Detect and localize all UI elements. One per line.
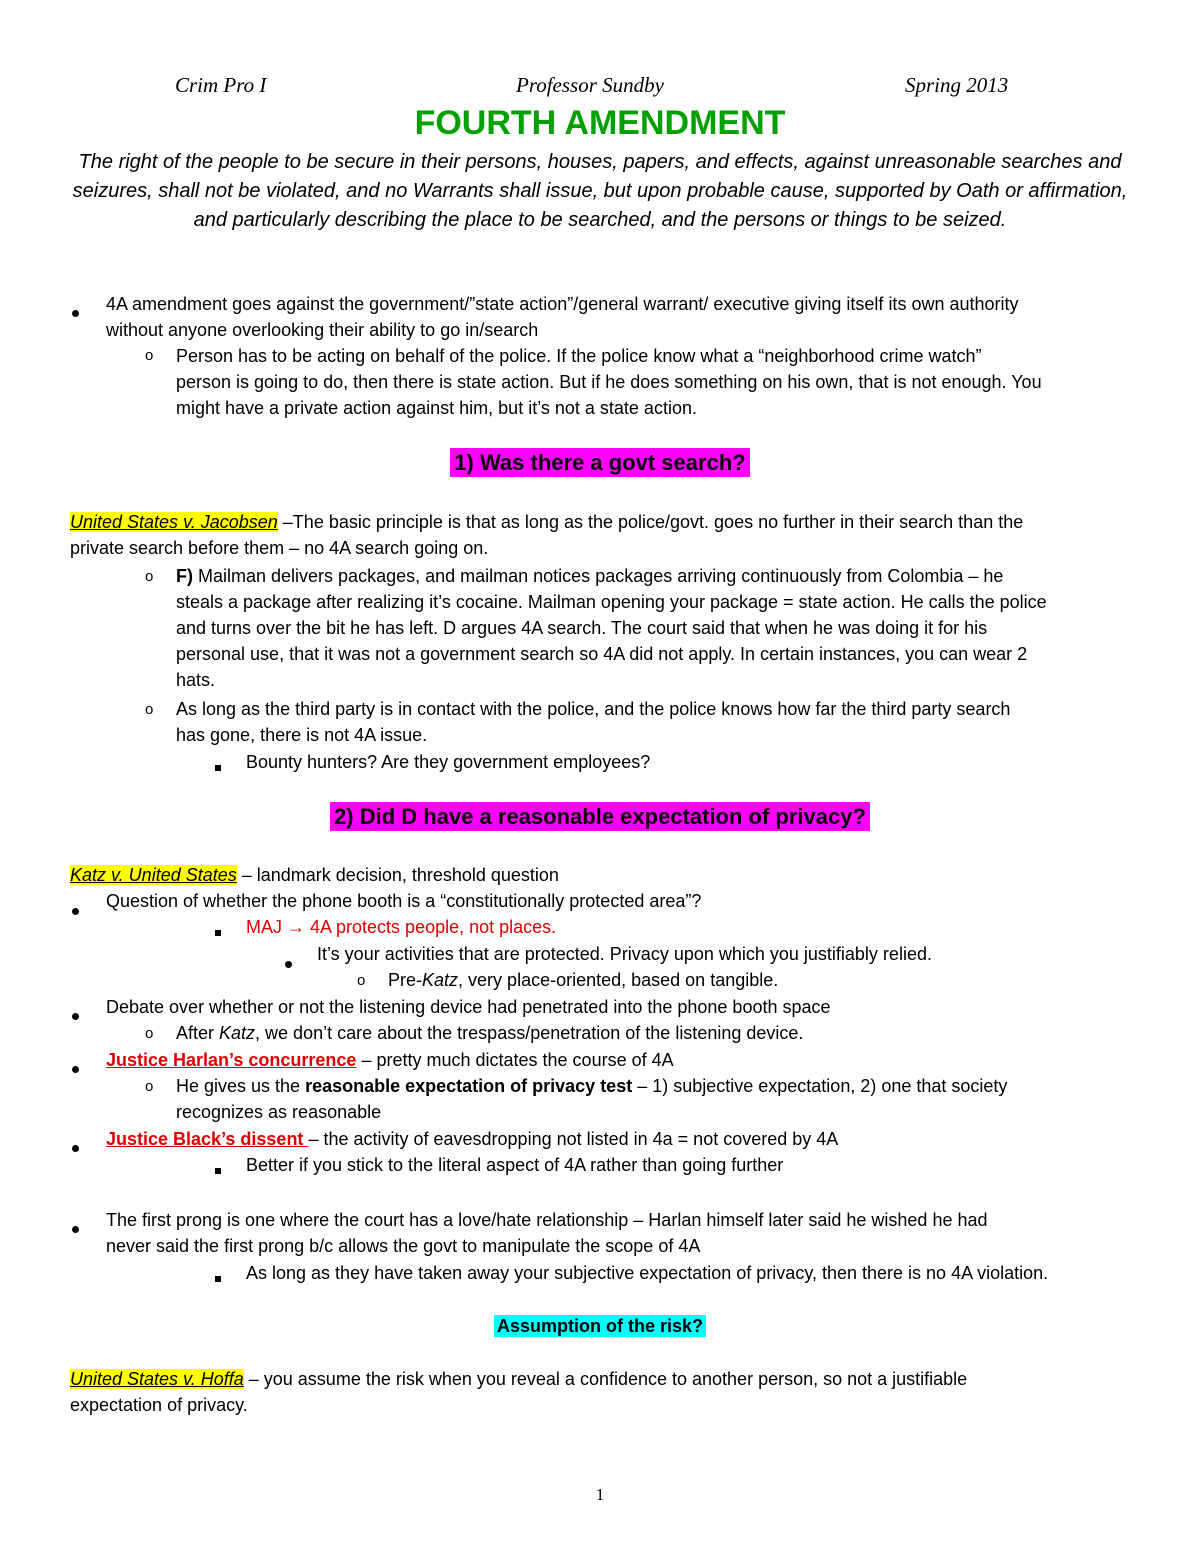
pre-katz-case: Katz	[422, 970, 459, 990]
harlan-concurrence: Justice Harlan’s concurrence	[106, 1050, 357, 1070]
section3-heading: Assumption of the risk?	[494, 1315, 706, 1337]
debate-line: Debate over whether or not the listening device had penetrated into the phone booth space	[106, 997, 831, 1017]
sub-bullet-icon: o	[357, 972, 366, 989]
facts-line3: and turns over the bit he has left. D argues 4A search. The court said that when he was doing it for his	[176, 618, 988, 638]
intro-sub-line3: might have a private action against him, but it’s not a state action.	[176, 398, 697, 418]
after-katz-case: Katz	[219, 1023, 256, 1043]
harlan-line	[106, 1047, 674, 1073]
section2-heading-wrap	[0, 804, 1200, 830]
after-katz-line	[176, 1020, 803, 1046]
section3-heading-wrap	[0, 1316, 1200, 1337]
test-text: – 1) subjective expectation, 2) one that society	[632, 1076, 1008, 1096]
hoffa-text: – you assume the risk when you reveal a confidence to another person, so not a justifiable	[243, 1369, 968, 1389]
header-course: Crim Pro I	[175, 73, 267, 97]
square-bullet-icon	[215, 917, 221, 943]
first-prong-line2: never said the first prong b/c allows the govt to manipulate the scope of 4A	[106, 1236, 701, 1256]
hoffa-line1	[70, 1366, 967, 1392]
katz-line	[70, 862, 559, 888]
katz-text: – landmark decision, threshold question	[236, 865, 559, 885]
bullet-icon	[72, 1133, 79, 1159]
sub-bullet-icon: o	[145, 701, 154, 718]
pre-katz-text: , very place-oriented, based on tangible.	[458, 970, 779, 990]
page-number: 1	[595, 1485, 605, 1504]
bullet-icon	[285, 949, 292, 975]
first-prong-line1: The first prong is one where the court has a love/hate relationship – Harlan himself later said he wished he had	[106, 1210, 988, 1230]
test-line2: recognizes as reasonable	[176, 1102, 382, 1122]
black-text: – the activity of eavesdropping not listed in 4a = not covered by 4A	[308, 1129, 839, 1149]
jacobsen-line1	[70, 509, 1023, 535]
facts-line2: steals a package after realizing it’s cocaine. Mailman opening your package = state action. He calls the police	[176, 592, 1047, 612]
pre-katz-prefix: Pre-	[388, 970, 423, 990]
sub-bullet-icon: o	[145, 1025, 154, 1042]
bullet-icon	[72, 298, 79, 324]
third-party-line1: As long as the third party is in contact with the police, and the police knows how far the third party search	[176, 699, 1011, 719]
facts-line1	[176, 563, 1003, 589]
section2-heading: 2) Did D have a reasonable expectation of privacy?	[330, 802, 870, 831]
case-name-hoffa: United States v. Hoffa	[70, 1369, 244, 1389]
test-name: reasonable expectation of privacy test	[305, 1076, 633, 1096]
section1-heading-wrap	[0, 450, 1200, 476]
intro-sub-line2: person is going to do, then there is state action. But if he does something on his own, that is not enough. You	[176, 372, 1042, 392]
black-line	[106, 1126, 838, 1152]
third-party-line2: has gone, there is not 4A issue.	[176, 725, 428, 745]
after-katz-text: , we don’t care about the trespass/penetration of the listening device.	[255, 1023, 804, 1043]
section1-heading: 1) Was there a govt search?	[450, 448, 749, 477]
intro-bullet-line2: without anyone overlooking their ability to go in/search	[106, 320, 539, 340]
bullet-icon	[72, 1214, 79, 1240]
header-term: Spring 2013	[905, 73, 1009, 97]
case-name-jacobsen: United States v. Jacobsen	[70, 512, 278, 532]
intro-sub-line1: Person has to be acting on behalf of the police. If the police know what a “neighborhood crime watch”	[176, 346, 982, 366]
harlan-text: – pretty much dictates the course of 4A	[356, 1050, 674, 1070]
facts-label: F)	[176, 566, 193, 586]
amendment-text: The right of the people to be secure in their persons, houses, papers, and effects, against unreasonable searches and seizures, shall not be violated, and no Warrants shall issue, but upon probable cause, supported by Oath or affirmation, and particularly describing the place to be searched, and the persons or things to be seized.	[72, 151, 1128, 231]
activities-protected: It’s your activities that are protected. Privacy upon which you justifiably relied.	[317, 944, 932, 964]
sub-bullet-icon: o	[145, 568, 154, 585]
square-bullet-icon	[215, 1263, 221, 1289]
sub-bullet-icon: o	[145, 1078, 154, 1095]
jacobsen-text: –The basic principle is that as long as the police/govt. goes no further in their search than the	[277, 512, 1024, 532]
bounty-hunters: Bounty hunters? Are they government employees?	[246, 752, 651, 772]
facts-line5: hats.	[176, 670, 216, 690]
literal-aspect: Better if you stick to the literal aspect of 4A rather than going further	[246, 1155, 784, 1175]
test-prefix: He gives us the	[176, 1076, 306, 1096]
bullet-icon	[72, 896, 79, 922]
subjective-expectation: As long as they have taken away your subjective expectation of privacy, then there is no 4A violation.	[246, 1263, 1049, 1283]
hoffa-line2: expectation of privacy.	[70, 1395, 248, 1415]
test-line1	[176, 1073, 1007, 1099]
bullet-icon	[72, 1001, 79, 1027]
jacobsen-line2: private search before them – no 4A search going on.	[70, 538, 489, 558]
case-name-katz: Katz v. United States	[70, 865, 237, 885]
page-title: FOURTH AMENDMENT	[414, 104, 786, 142]
square-bullet-icon	[215, 1155, 221, 1181]
header-professor: Professor Sundby	[516, 73, 664, 97]
majority-holding: MAJ → 4A protects people, not places.	[246, 917, 557, 937]
after-katz-prefix: After	[176, 1023, 220, 1043]
pre-katz-line	[388, 967, 778, 993]
intro-bullet-line1: 4A amendment goes against the government/”state action”/general warrant/ executive giving itself its own authority	[106, 294, 1019, 314]
facts-line4: personal use, that it was not a government search so 4A did not apply. In certain instances, you can wear 2	[176, 644, 1028, 664]
phone-booth-question: Question of whether the phone booth is a “constitutionally protected area”?	[106, 891, 702, 911]
sub-bullet-icon: o	[145, 347, 154, 364]
black-dissent: Justice Black’s dissent	[106, 1129, 309, 1149]
square-bullet-icon	[215, 752, 221, 778]
facts-text: Mailman delivers packages, and mailman notices packages arriving continuously from Colombia – he	[193, 566, 1004, 586]
bullet-icon	[72, 1054, 79, 1080]
